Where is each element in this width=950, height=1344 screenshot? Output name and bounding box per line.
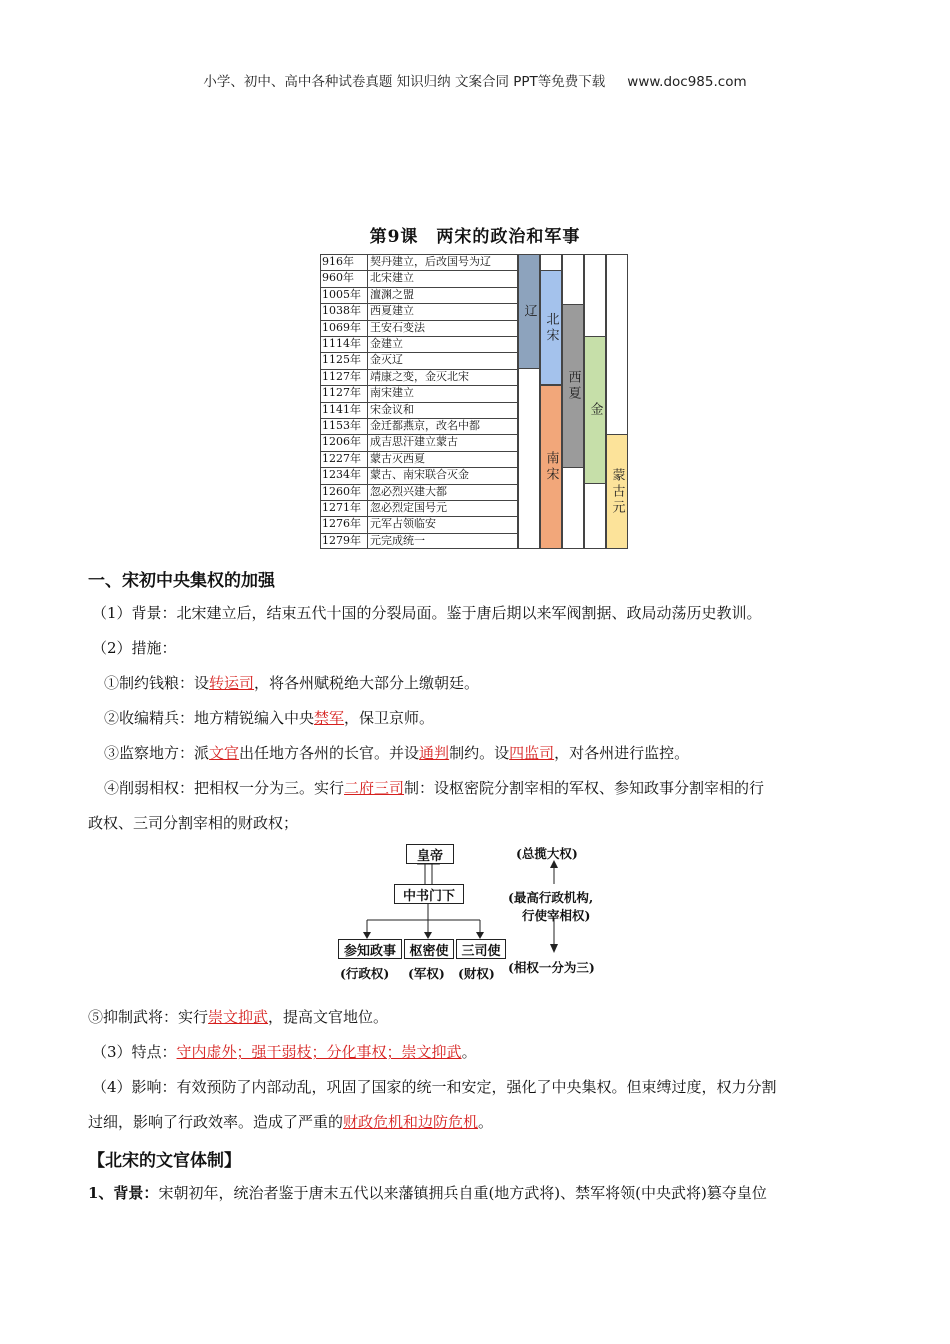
timeline-row [320, 385, 518, 402]
timeline-year: 1127年 [322, 386, 361, 400]
dynasty-jin: 金 [584, 336, 606, 484]
timeline-row [320, 369, 518, 386]
note-bottom: (相权一分为三) [508, 960, 595, 975]
note-top: (总揽大权) [516, 846, 578, 861]
timeline-row [320, 254, 518, 271]
dynasty-mengyuan: 蒙古元 [606, 434, 628, 549]
timeline-year: 1234年 [322, 468, 361, 482]
key-term: 守内虚外；强干弱枝；分化事权；崇文抑武 [176, 1043, 462, 1061]
timeline-year: 916年 [322, 255, 354, 268]
timeline-divider [367, 254, 368, 549]
dynasty-liao: 辽 [518, 254, 540, 369]
section1-measures-label: （2）措施： [92, 639, 177, 657]
timeline-row [320, 303, 518, 320]
section1-impact-cont: 过细，影响了行政效率。造成了严重的财政危机和边防危机。 [88, 1113, 494, 1131]
sansi-shi-box: 三司使 [456, 939, 506, 959]
section2-heading: 【北宋的文官体制】 [88, 1151, 241, 1171]
section1-features: （3）特点：守内虚外；强干弱枝；分化事权；崇文抑武。 [92, 1043, 477, 1061]
timeline-year: 1069年 [322, 320, 361, 334]
timeline-row [320, 336, 518, 353]
shumi-shi-box: 枢密使 [404, 939, 454, 959]
timeline-row [320, 467, 518, 484]
key-term: 四监司 [509, 744, 555, 762]
emperor-box: 皇帝 [406, 844, 454, 864]
note-mid-line2: 行使宰相权) [522, 908, 591, 923]
timeline-event: 忽必烈兴建大都 [370, 484, 447, 498]
timeline-event: 金建立 [370, 337, 403, 350]
timeline-event: 成吉思汗建立蒙古 [370, 435, 458, 449]
timeline-row [320, 270, 518, 287]
timeline-event: 金迁都燕京，改名中都 [370, 419, 480, 432]
timeline-row [320, 451, 518, 468]
timeline-year: 1038年 [322, 304, 361, 318]
timeline-row [320, 500, 518, 517]
canzhi-note: (行政权) [340, 966, 390, 981]
sansi-note: (财权) [458, 966, 495, 981]
timeline-year: 1153年 [322, 419, 361, 432]
timeline-year: 1114年 [322, 337, 361, 350]
measure-3: ③监察地方：派文官出任地方各州的长官。并设通判制约。设四监司，对各州进行监控。 [104, 744, 690, 762]
timeline-year: 1125年 [322, 353, 361, 367]
page-header [0, 70, 950, 90]
section1-heading: 一、宋初中央集权的加强 [88, 571, 275, 591]
measure-4: ④削弱相权：把相权一分为三。实行二府三司制：设枢密院分割宰相的军权、参知政事分割宰相的行 [104, 779, 765, 797]
key-term: 文官 [209, 744, 240, 762]
timeline-year: 1141年 [322, 402, 361, 416]
timeline-row [320, 484, 518, 501]
measure-4-cont: 政权、三司分割宰相的财政权； [88, 814, 299, 832]
zhongshu-menxia-box: 中书门下 [394, 884, 464, 904]
measure-5: ⑤抑制武将：实行崇文抑武，提高文官地位。 [88, 1008, 389, 1026]
timeline-year: 1276年 [322, 517, 361, 531]
timeline-event: 北宋建立 [370, 271, 414, 285]
timeline-event: 靖康之变，金灭北宋 [370, 369, 469, 383]
timeline-row [320, 418, 518, 435]
timeline-row [320, 320, 518, 337]
timeline-event: 金灭辽 [370, 353, 403, 367]
timeline-row [320, 533, 518, 549]
key-term: 二府三司 [344, 779, 405, 797]
key-term: 通判 [419, 744, 450, 762]
key-term: 转运司 [209, 674, 255, 692]
measure-1: ①制约钱粮：设转运司，将各州赋税绝大部分上缴朝廷。 [104, 674, 480, 692]
page-title: 第9课 两宋的政治和军事 [369, 227, 581, 247]
timeline-event: 契丹建立，后改国号为辽 [370, 255, 491, 268]
timeline-event: 王安石变法 [370, 320, 425, 334]
timeline-row [320, 402, 518, 419]
timeline-year: 1206年 [322, 435, 361, 449]
timeline-event: 南宋建立 [370, 386, 414, 400]
timeline-event: 元军占领临安 [370, 517, 436, 531]
timeline-event: 蒙古灭西夏 [370, 451, 425, 465]
timeline-event: 元完成统一 [370, 533, 425, 547]
key-term: 财政危机和边防危机 [343, 1113, 479, 1131]
timeline-event: 澶渊之盟 [370, 287, 414, 301]
timeline-event: 西夏建立 [370, 304, 414, 318]
section1-background: （1）背景：北宋建立后，结束五代十国的分裂局面。鉴于唐后期以来军阀割据、政局动荡历史教训。 [92, 604, 762, 622]
timeline-row [320, 287, 518, 304]
section2-background: 1、背景：宋朝初年，统治者鉴于唐末五代以来藩镇拥兵自重(地方武将)、禁军将领(中央武将)篡夺皇位 [88, 1184, 767, 1202]
header-text: 小学、初中、高中各种试卷真题 知识归纳 文案合同 PPT等免费下载 [203, 74, 606, 90]
dynasty-beisong: 北宋 [540, 270, 562, 385]
dynasty-xixia: 西夏 [562, 304, 584, 468]
timeline-row [320, 352, 518, 369]
timeline-year: 1227年 [322, 451, 361, 465]
timeline-event: 蒙古、南宋联合灭金 [370, 468, 469, 482]
timeline-event: 忽必烈定国号元 [370, 501, 447, 514]
note-mid-line1: (最高行政机构, [508, 890, 594, 905]
shumi-note: (军权) [408, 966, 445, 981]
timeline-year: 960年 [322, 271, 354, 285]
section1-impact: （4）影响：有效预防了内部动乱，巩固了国家的统一和安定，强化了中央集权。但束缚过度，权力分割 [92, 1078, 777, 1096]
timeline-event: 宋金议和 [370, 402, 414, 416]
timeline-year: 1279年 [322, 533, 361, 547]
timeline-row [320, 434, 518, 451]
timeline-year: 1005年 [322, 287, 361, 301]
timeline-year: 1127年 [322, 369, 361, 383]
timeline-year: 1271年 [322, 501, 361, 514]
timeline-row [320, 516, 518, 533]
dynasty-nansong: 南宋 [540, 385, 562, 549]
key-term: 崇文抑武 [208, 1008, 269, 1026]
timeline-year: 1260年 [322, 484, 361, 498]
key-term: 禁军 [314, 709, 345, 727]
three-divisions-diagram [336, 838, 636, 988]
header-site[interactable]: www.doc985.com [627, 74, 747, 90]
measure-2: ②收编精兵：地方精锐编入中央禁军，保卫京师。 [104, 709, 435, 727]
canzhi-zhengshi-box: 参知政事 [338, 939, 402, 959]
